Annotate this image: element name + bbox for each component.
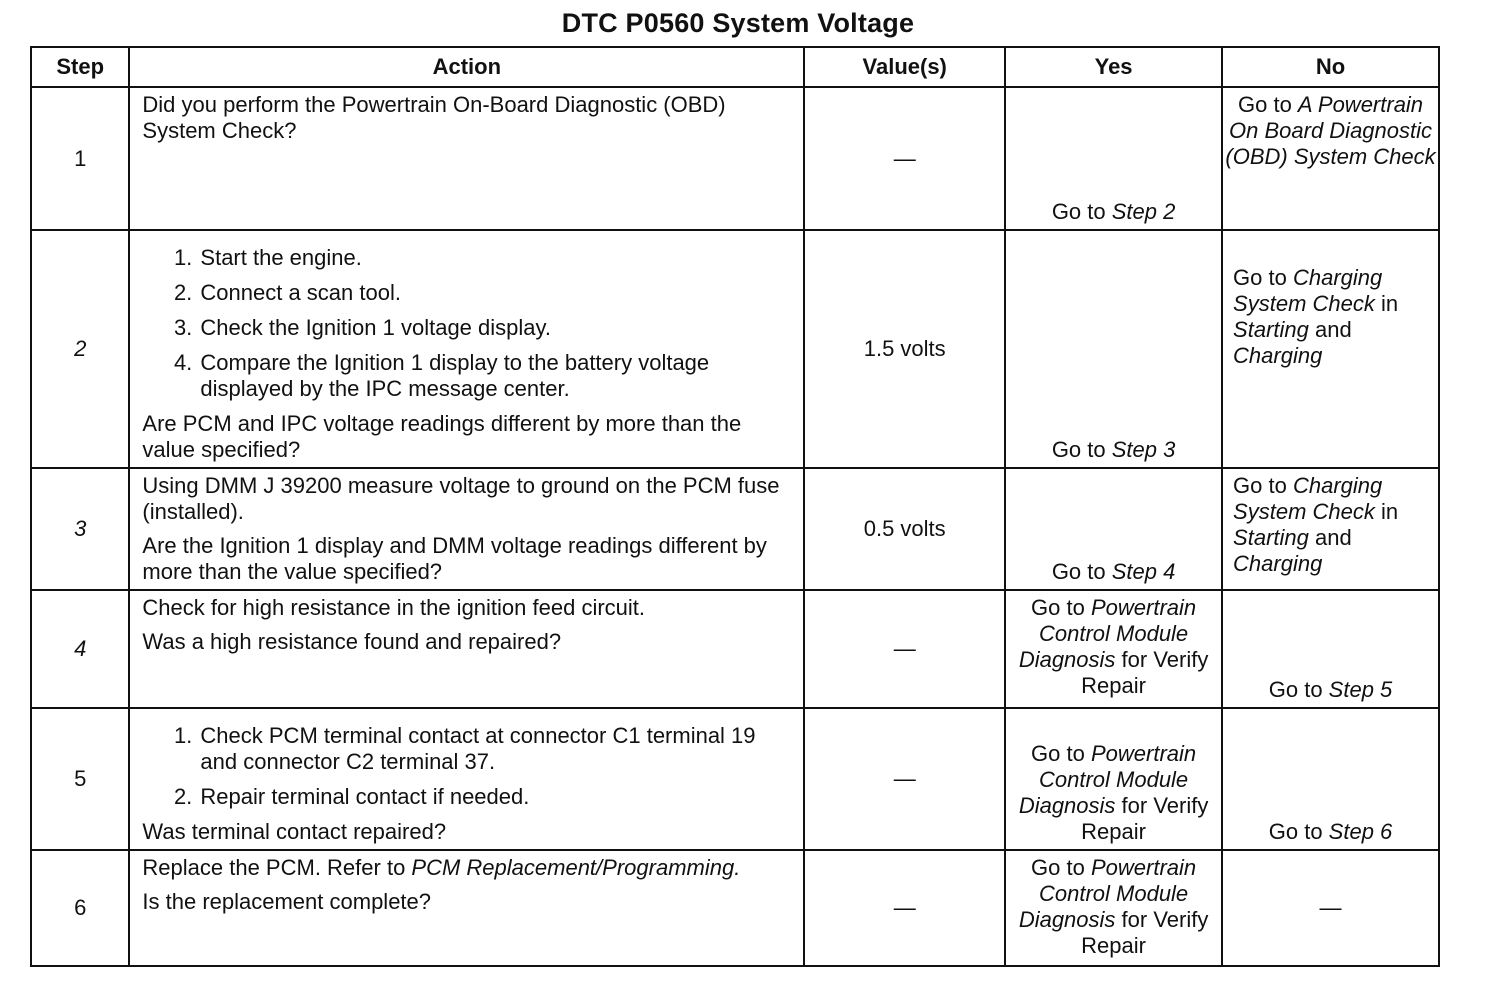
no-prefix: Go to <box>1268 819 1329 844</box>
no-link-charging[interactable]: Charging <box>1233 343 1323 368</box>
action-prefix: Replace the PCM. Refer to <box>142 855 412 880</box>
no-link-starting[interactable]: Starting <box>1233 525 1309 550</box>
yes-cell <box>1005 850 1222 966</box>
no-link[interactable]: Charging System Check <box>1233 265 1383 316</box>
no-mid: in <box>1374 291 1399 316</box>
action-link[interactable]: PCM Replacement/Programming. <box>411 855 741 880</box>
action-steps-list <box>142 723 793 810</box>
no-link[interactable]: Charging System Check <box>1233 473 1383 524</box>
yes-link[interactable]: Powertrain Control Module Diagnosis <box>1018 855 1197 932</box>
no-cell <box>1222 468 1439 590</box>
yes-prefix: Go to <box>1051 559 1112 584</box>
action-step-item: 2. Repair terminal contact if needed. <box>198 784 793 810</box>
action-cell <box>129 590 804 708</box>
action-question: Did you perform the Powertrain On-Board Diagnostic (OBD) System Check? <box>142 92 726 143</box>
action-question: Was a high resistance found and repaired? <box>142 629 562 654</box>
action-step-item: 1. Check PCM terminal contact at connector C1 terminal 19 and connector C2 terminal 37. <box>198 723 793 775</box>
no-cell: — <box>1222 850 1439 966</box>
action-cell <box>129 87 804 230</box>
yes-cell <box>1005 590 1222 708</box>
yes-cell <box>1005 230 1222 468</box>
value-cell: — <box>804 87 1005 230</box>
yes-suffix: for Verify Repair <box>1081 793 1209 844</box>
action-steps-list <box>142 245 793 402</box>
yes-cell <box>1005 708 1222 850</box>
action-cell <box>129 850 804 966</box>
no-mid: in <box>1374 499 1399 524</box>
action-question: Are the Ignition 1 display and DMM voltage readings different by more than the value specified? <box>142 533 767 584</box>
yes-link[interactable]: Powertrain Control Module Diagnosis <box>1018 741 1197 818</box>
yes-prefix: Go to <box>1031 855 1091 880</box>
value-cell: — <box>804 850 1005 966</box>
action-question: Are PCM and IPC voltage readings different by more than the value specified? <box>142 411 742 462</box>
header-values: Value(s) <box>804 47 1005 87</box>
yes-prefix: Go to <box>1031 741 1091 766</box>
no-prefix: Go to <box>1268 677 1329 702</box>
no-link-charging[interactable]: Charging <box>1233 551 1323 576</box>
yes-cell <box>1005 468 1222 590</box>
no-cell <box>1222 87 1439 230</box>
action-question: Was terminal contact repaired? <box>142 819 447 844</box>
no-cell <box>1222 230 1439 468</box>
table-header-row <box>31 47 1439 87</box>
yes-cell <box>1005 87 1222 230</box>
value-cell: 0.5 volts <box>804 468 1005 590</box>
value-cell: — <box>804 590 1005 708</box>
yes-link[interactable]: Step 4 <box>1111 559 1176 584</box>
action-step-item: 3. Check the Ignition 1 voltage display. <box>198 315 793 341</box>
step-number: 1 <box>31 87 129 230</box>
yes-suffix: for Verify Repair <box>1081 907 1209 958</box>
table-row <box>31 850 1439 966</box>
header-no: No <box>1222 47 1439 87</box>
yes-prefix: Go to <box>1051 437 1112 462</box>
no-cell <box>1222 590 1439 708</box>
header-action: Action <box>129 47 804 87</box>
page-title: DTC P0560 System Voltage <box>561 8 915 38</box>
value-cell: — <box>804 708 1005 850</box>
no-cell <box>1222 708 1439 850</box>
yes-suffix: for Verify Repair <box>1081 647 1209 698</box>
step-number: 4 <box>31 590 129 708</box>
action-cell <box>129 708 804 850</box>
no-prefix: Go to <box>1238 92 1298 117</box>
table-row <box>31 590 1439 708</box>
step-number: 3 <box>31 468 129 590</box>
table-row <box>31 230 1439 468</box>
action-instruction <box>142 855 793 881</box>
yes-link[interactable]: Step 3 <box>1111 437 1176 462</box>
table-row <box>31 468 1439 590</box>
action-instruction: Using DMM J 39200 measure voltage to ground on the PCM fuse (installed). <box>142 473 780 524</box>
no-mid2: and <box>1308 317 1352 342</box>
table-row <box>31 708 1439 850</box>
step-number: 5 <box>31 708 129 850</box>
step-number: 6 <box>31 850 129 966</box>
action-step-item: 4. Compare the Ignition 1 display to the battery voltage displayed by the IPC message center. <box>198 350 793 402</box>
step-number: 2 <box>31 230 129 468</box>
no-prefix: Go to <box>1233 473 1293 498</box>
no-link[interactable]: Step 5 <box>1328 677 1393 702</box>
yes-prefix: Go to <box>1031 595 1091 620</box>
action-cell <box>129 230 804 468</box>
action-step-item: 2. Connect a scan tool. <box>198 280 793 306</box>
no-link[interactable]: A Powertrain On Board Diagnostic (OBD) System Check <box>1225 92 1436 169</box>
value-cell: 1.5 volts <box>804 230 1005 468</box>
yes-prefix: Go to <box>1051 199 1112 224</box>
table-row <box>31 87 1439 230</box>
yes-link[interactable]: Step 2 <box>1111 199 1176 224</box>
no-prefix: Go to <box>1233 265 1293 290</box>
action-question: Is the replacement complete? <box>142 889 432 914</box>
no-link[interactable]: Step 6 <box>1328 819 1393 844</box>
header-yes: Yes <box>1005 47 1222 87</box>
no-mid2: and <box>1308 525 1352 550</box>
no-link-starting[interactable]: Starting <box>1233 317 1309 342</box>
header-step: Step <box>31 47 129 87</box>
action-cell <box>129 468 804 590</box>
action-step-item: 1. Start the engine. <box>198 245 793 271</box>
yes-link[interactable]: Powertrain Control Module Diagnosis <box>1018 595 1197 672</box>
diagnostic-table <box>30 46 1440 967</box>
action-instruction: Check for high resistance in the ignition feed circuit. <box>142 595 646 620</box>
